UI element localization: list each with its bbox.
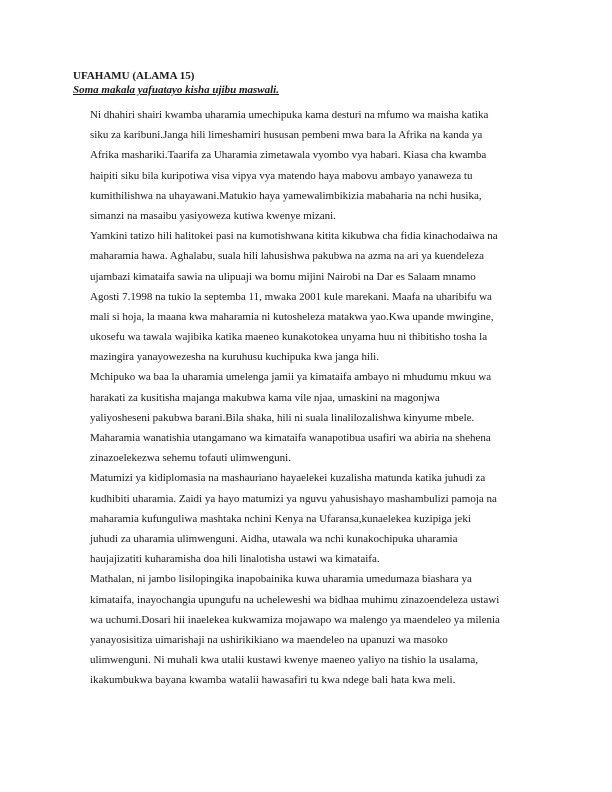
passage-line: yanayosisitiza uimarishaji na ushirikikiano wa maendeleo na upanuzi wa masoko xyxy=(90,633,448,646)
passage-line: Mathalan, ni jambo lisilopingika inapobainika kuwa uharamia umedumaza biashara ya xyxy=(90,573,472,586)
passage-line: ukosefu wa tawala wajibika katika maeneo kunakotokea unyama huu ni thibitisho tosha la xyxy=(90,331,488,344)
passage-line: Maharamia wanatishia utangamano wa kimataifa wanapotibua usafiri wa abiria na shehena xyxy=(90,432,491,444)
passage-line: haipiti siku bila kuripotiwa visa vipya vya matendo haya mabovu ambayo yanaweza tu xyxy=(90,169,473,182)
passage-line: kudhibiti uharamia. Zaidi ya hayo matumizi ya nguvu yahusishayo mashambulizi pamoja na xyxy=(90,492,497,505)
passage-line: kimataifa, inayochangia upungufu na ucheleweshi wa bidhaa muhimu zinazoendeleza ustawi xyxy=(90,593,500,606)
passage-line: mazingira yanayowezesha na kuruhusu kuchipuka kwa janga hili. xyxy=(90,351,379,364)
passage-line: Agosti 7.1998 na tukio la septemba 11, mwaka 2001 kule marekani. Maafa na uharibifu wa xyxy=(90,290,492,303)
passage-line: ujambazi kimataifa sawia na ulipuaji wa bomu mijini Nairobi na Dar es Salaam mnamo xyxy=(90,270,476,283)
passage-line: siku za karibuni.Janga hili limeshamiri hususan pembeni mwa bara la Afrika na kanda ya xyxy=(90,129,483,142)
passage-line: yaliyosheseni pakubwa barani.Bila shaka, hili ni suala linalilozalishwa kinyume mbele. xyxy=(90,411,475,424)
passage-line: ulimwenguni. Ni muhali kwa utalii kustawi kwenye maeneo yaliyo na tishio la usalama, xyxy=(90,654,478,667)
passage-line: haujajizatiti kuharamisha doa hili linalotisha ustawi wa kimataifa. xyxy=(90,553,380,566)
passage-line: mali si hoja, la maana kwa maharamia ni kutosheleza matakwa yao.Kwa upande mwingine, xyxy=(90,310,494,323)
passage-line: Ni dhahiri shairi kwamba uharamia umechipuka kama desturi na mfumo wa maisha katika xyxy=(90,109,489,121)
reading-instruction: Soma makala yafuatayo kisha ujibu maswali. xyxy=(73,84,279,96)
passage-line: juhudi za uharamia ulimwenguni. Aidha, utawala wa nchi kunakochipuka uharamia xyxy=(90,532,458,545)
passage-line: Matumizi ya kidiplomasia na mashauriano hayaelekei kuzalisha matunda katika juhudi za xyxy=(90,472,486,485)
passage-line: maharamia kufunguliwa mashtaka nchini Kenya na Ufaransa,kunaelekea kuzipiga jeki xyxy=(90,512,471,525)
passage-line: zinazoelekezwa sehemu tofauti ulimwenguni. xyxy=(90,452,291,465)
passage-line: harakati za kusitisha majanga makubwa kama vile njaa, umaskini na magonjwa xyxy=(90,391,440,404)
passage-line: kumithilishwa na uhayawani.Matukio haya yamewalimbikizia mabaharia na nchi husika, xyxy=(90,189,482,202)
passage-line: wa uchumi.Dosari hii inaelekea kukwamiza mojawapo wa malengo ya maendeleo ya milenia xyxy=(90,613,500,626)
passage-body xyxy=(90,105,550,690)
passage-line: Afrika mashariki.Taarifa za Uharamia zimetawala vyombo vya habari. Kiasa cha kwamba xyxy=(90,149,487,162)
passage-line: simanzi na masaibu yasiyoweza kutiwa kwenye mizani. xyxy=(90,209,336,222)
section-heading: UFAHAMU (ALAMA 15) xyxy=(73,70,195,82)
passage-line: Yamkini tatizo hili halitokei pasi na kumotishwana kitita kikubwa cha fidia kinachodaiwa na xyxy=(90,230,498,243)
passage-line: ikakumbukwa bayana kwamba watalii hawasafiri tu kwa ndege bali hata kwa meli. xyxy=(90,674,456,687)
passage-line: maharamia hawa. Aghalabu, suala hili lahusishwa pakubwa na azma na ari ya kuendeleza xyxy=(90,250,485,263)
passage-line: Mchipuko wa baa la uharamia umelenga jamii ya kimataifa ambayo ni mhudumu mkuu wa xyxy=(90,371,492,384)
